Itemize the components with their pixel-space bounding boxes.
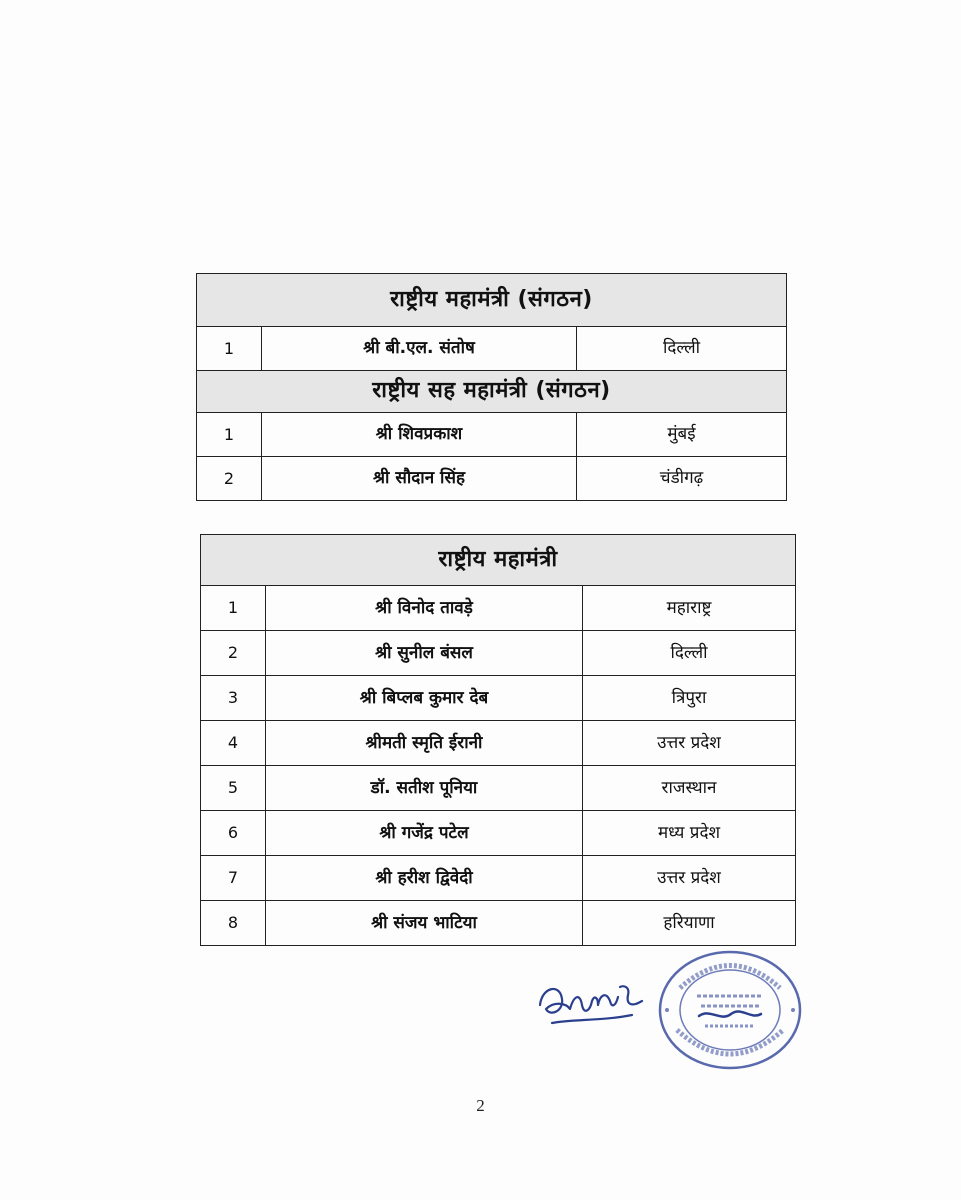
member-name: श्रीमती स्मृति ईरानी [266,721,583,766]
table-row [201,901,796,946]
serial-number: 8 [201,901,266,946]
table-row [201,721,796,766]
member-name: श्री गजेंद्र पटेल [266,811,583,856]
member-state: दिल्ली [583,631,796,676]
member-name: श्री सौदान सिंह [262,457,577,501]
section-heading: राष्ट्रीय महामंत्री (संगठन) [197,274,787,327]
member-state: दिल्ली [577,327,787,371]
serial-number: 2 [201,631,266,676]
member-state: मुंबई [577,413,787,457]
table-row [201,811,796,856]
serial-number: 1 [201,586,266,631]
member-state: चंडीगढ़ [577,457,787,501]
serial-number: 3 [201,676,266,721]
member-name: श्री विनोद तावड़े [266,586,583,631]
member-name: श्री सुनील बंसल [266,631,583,676]
table-row [201,586,796,631]
table-row [197,327,787,371]
organisation-secretaries-table [196,273,787,501]
table-row [201,676,796,721]
member-state: उत्तर प्रदेश [583,721,796,766]
serial-number: 6 [201,811,266,856]
office-seal [655,948,805,1073]
member-state: त्रिपुरा [583,676,796,721]
table-row [197,457,787,501]
member-state: मध्य प्रदेश [583,811,796,856]
page-number: 2 [476,1096,485,1115]
table-row [201,631,796,676]
serial-number: 2 [197,457,262,501]
member-name: श्री बिप्लब कुमार देब [266,676,583,721]
table-row [201,766,796,811]
member-name: श्री बी.एल. संतोष [262,327,577,371]
table-row [197,413,787,457]
table-row [201,856,796,901]
member-state: महाराष्ट्र [583,586,796,631]
member-state: उत्तर प्रदेश [583,856,796,901]
member-state: राजस्थान [583,766,796,811]
member-name: श्री शिवप्रकाश [262,413,577,457]
member-name: डॉ. सतीश पूनिया [266,766,583,811]
serial-number: 1 [197,413,262,457]
member-state: हरियाणा [583,901,796,946]
member-name: श्री संजय भाटिया [266,901,583,946]
section-heading: राष्ट्रीय महामंत्री [201,535,796,586]
section-heading: राष्ट्रीय सह महामंत्री (संगठन) [197,371,787,413]
serial-number: 4 [201,721,266,766]
serial-number: 5 [201,766,266,811]
member-name: श्री हरीश द्विवेदी [266,856,583,901]
serial-number: 1 [197,327,262,371]
serial-number: 7 [201,856,266,901]
general-secretaries-table [200,534,796,946]
signature [532,965,652,1035]
